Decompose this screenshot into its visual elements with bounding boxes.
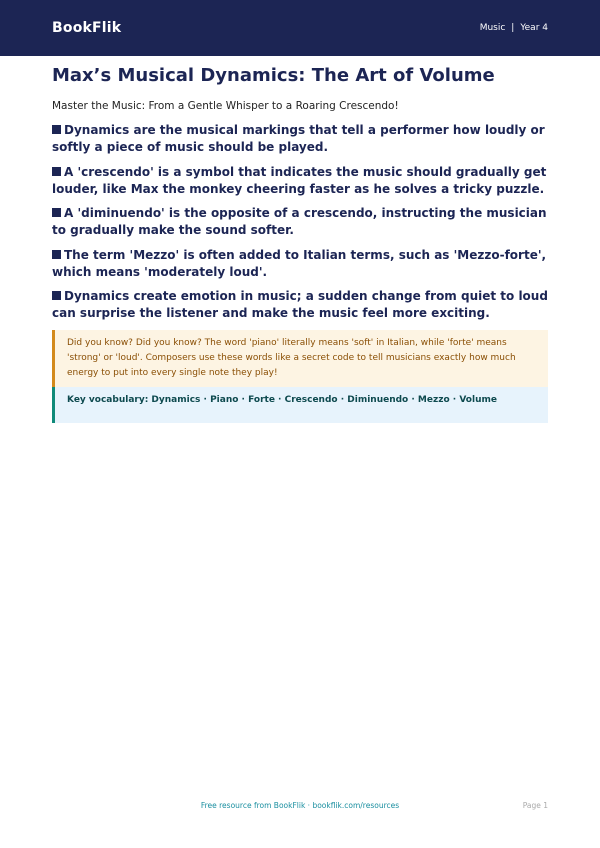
page-subtitle: Master the Music: From a Gentle Whisper to a Roaring Crescendo!	[52, 100, 399, 112]
year-label: Year 4	[520, 23, 548, 33]
point-text: Dynamics are the musical markings that tell a performer how loudly or softly a piece of music should be played.	[52, 123, 545, 154]
main-content	[52, 64, 548, 423]
list-item	[52, 247, 548, 281]
point-text: A 'crescendo' is a symbol that indicates the music should gradually get louder, like Max the monkey cheering faster as he solves a tricky puzzle.	[52, 164, 547, 196]
page-footer	[52, 801, 548, 815]
list-item	[52, 122, 548, 156]
square-bullet-icon	[52, 125, 61, 134]
square-bullet-icon	[52, 208, 61, 217]
list-item	[52, 164, 548, 198]
key-vocabulary-box: Key vocabulary: Dynamics · Piano · Forte · Crescendo · Diminuendo · Mezzo · Volume	[52, 387, 548, 423]
point-text: The term 'Mezzo' is often added to Italian terms, such as 'Mezzo-forte', which means 'moderately loud'.	[52, 247, 547, 279]
square-bullet-icon	[52, 250, 61, 259]
square-bullet-icon	[52, 291, 61, 300]
subject-label: Music	[479, 23, 506, 33]
point-text: Dynamics create emotion in music; a sudden change from quiet to loud can surprise the listener and make the music feel more exciting.	[52, 289, 548, 320]
square-bullet-icon	[52, 167, 61, 176]
meta-separator: |	[511, 23, 515, 33]
point-text: A 'diminuendo' is the opposite of a crescendo, instructing the musician to gradually make the sound softer.	[52, 206, 547, 237]
did-you-know-callout: Did you know? Did you know? The word 'piano' literally means 'soft' in Italian, while 'forte' means 'strong' or 'loud'. Composers use these words like a secret code to tell musicians exactly how much energy to put into every single note they play!	[52, 330, 548, 387]
list-item	[52, 205, 548, 239]
page-number: Page 1	[522, 801, 548, 810]
page-title: Max’s Musical Dynamics: The Art of Volume	[52, 65, 495, 86]
footer-credit-link[interactable]: Free resource from BookFlik · bookflik.com/resources	[200, 801, 400, 810]
header-bar	[0, 0, 600, 56]
brand-logo[interactable]: BookFlik	[52, 20, 122, 36]
header-meta	[480, 23, 548, 33]
key-points-list	[52, 122, 548, 322]
list-item	[52, 288, 548, 322]
